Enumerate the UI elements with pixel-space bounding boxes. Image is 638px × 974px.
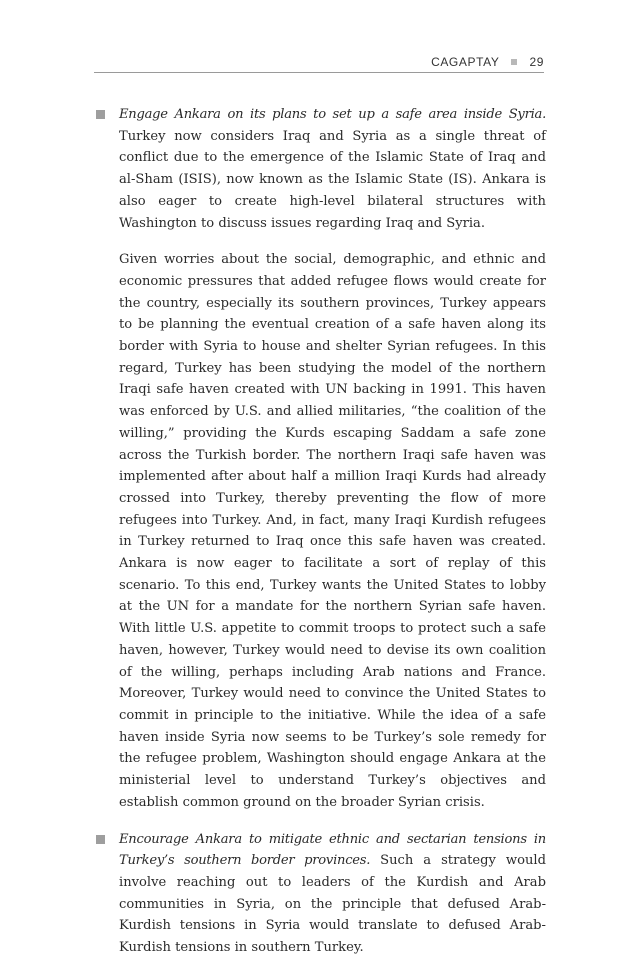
square-bullet-icon: [96, 835, 105, 844]
header-author: CAGAPTAY: [431, 55, 500, 69]
bullet-item-safe-area: [119, 104, 546, 814]
bullet-paragraph: [119, 829, 546, 959]
bullet-lead-italic: Engage Ankara on its plans to set up a safe area inside Syria.: [119, 107, 546, 122]
header-separator-square: [511, 59, 517, 65]
continuation-paragraph: Given worries about the social, demographic, and ethnic and economic pressures that added refugee flows would create for the country, especially its southern provinces, Turkey appears to be planning the eventual creation of a safe haven along its border with Syria to house and shelter Syrian refugees. In this regard, Turkey has been studying the model of the northern Iraqi safe haven created with UN backing in 1991. This haven was enforced by U.S. and allied militaries, “the coalition of the willing,” providing the Kurds escaping Saddam a safe zone across the Turkish border. The northern Iraqi safe haven was implemented after about half a million Iraqi Kurds had already crossed into Turkey, thereby preventing the flow of more refugees into Turkey. And, in fact, many Iraqi Kurdish refugees in Turkey returned to Iraq once this safe haven was created. Ankara is now eager to facilitate a sort of replay of this scenario. To this end, Turkey wants the United States to lobby at the UN for a mandate for the northern Syrian safe haven. With little U.S. appetite to commit troops to protect such a safe haven, however, Turkey would need to devise its own coalition of the willing, perhaps including Arab nations and France. Moreover, Turkey would need to convince the United States to commit in principle to the initiative. While the idea of a safe haven inside Syria now seems to be Turkey’s sole remedy for the refugee problem, Washington should engage Ankara at the ministerial level to understand Turkey’s objectives and establish common ground on the broader Syrian crisis.: [119, 252, 546, 810]
bullet-item-ethnic-tensions: [119, 829, 546, 959]
bullet-body-text: Such a strategy would involve reaching out to leaders of the Kurdish and Arab communities in Syria, on the principle that defused Arab-Kurdish tensions in Syria would translate to defused Arab-Kurdish tensions in southern Turkey.: [119, 853, 546, 956]
bullet-body-text: Turkey now considers Iraq and Syria as a single threat of conflict due to the emergence of the Islamic State of Iraq and al-Sham (ISIS), now known as the Islamic State (IS). Ankara is also eager to create high-level bilateral structures with Washington to discuss issues regarding Iraq and Syria.: [119, 128, 546, 231]
page-body: [119, 104, 546, 974]
header-rule: [94, 72, 544, 73]
page-number: 29: [529, 55, 544, 69]
square-bullet-icon: [96, 110, 105, 119]
bullet-paragraph: [119, 104, 546, 234]
bullet-lead-italic: Encourage Ankara to mitigate ethnic and sectarian tensions in Turkey’s southern border provinces.: [119, 831, 546, 869]
running-header: [431, 54, 544, 70]
